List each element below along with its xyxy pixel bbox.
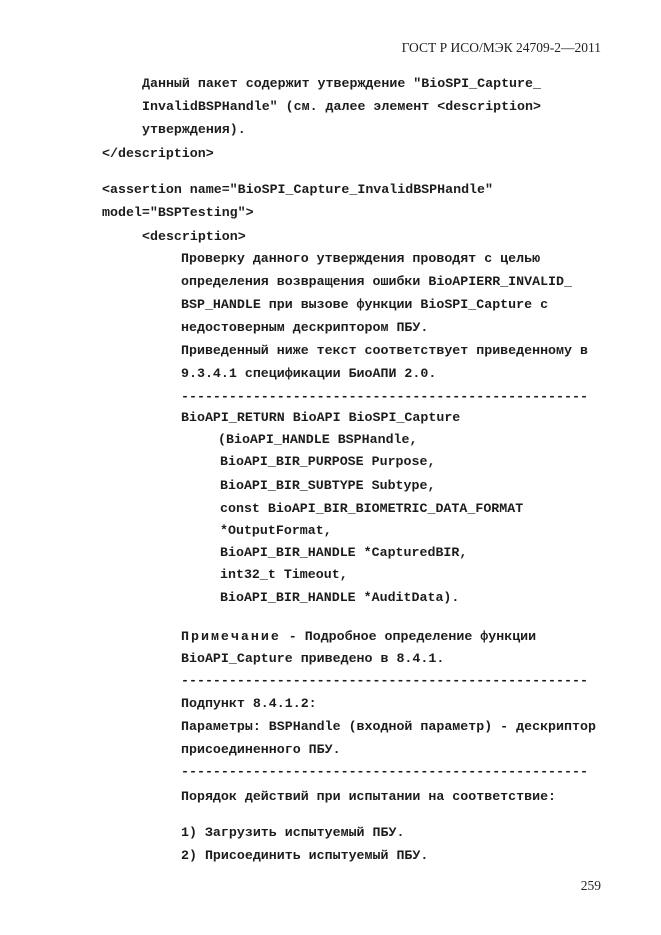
note-text: - Подробное определение функции: [280, 629, 537, 644]
text-line: Приведенный ниже текст соответствует приведенному в: [181, 343, 588, 358]
separator-line: ---------------------------------------------------: [181, 389, 588, 404]
code-line: </description>: [102, 146, 214, 161]
text-line: утверждения).: [142, 122, 246, 137]
text-line: присоединенного ПБУ.: [181, 742, 341, 757]
text-line: Подпункт 8.4.1.2:: [181, 696, 317, 711]
code-line: BioAPI_BIR_PURPOSE Purpose,: [220, 454, 436, 469]
list-item: 1) Загрузить испытуемый ПБУ.: [181, 825, 405, 840]
code-line: BioAPI_RETURN BioAPI BioSPI_Capture: [181, 410, 461, 425]
text-line: BioAPI_Capture приведено в 8.4.1.: [181, 651, 445, 666]
text-line: Проверку данного утверждения проводят с целью: [181, 251, 541, 266]
standard-header: ГОСТ Р ИСО/МЭК 24709-2—2011: [401, 40, 601, 55]
text-line: BSP_HANDLE при вызове функции BioSPI_Capture с: [181, 297, 549, 312]
separator-line: ---------------------------------------------------: [181, 673, 588, 688]
separator-line: ---------------------------------------------------: [181, 764, 588, 779]
text-line: Порядок действий при испытании на соответствие:: [181, 789, 557, 804]
note-line: [181, 629, 536, 645]
text-line: 9.3.4.1 спецификации БиоАПИ 2.0.: [181, 366, 437, 381]
code-line: <assertion name="BioSPI_Capture_InvalidBSPHandle": [102, 182, 493, 197]
code-line: <description>: [142, 229, 246, 244]
page-number: 259: [580, 878, 601, 893]
text-line: InvalidBSPHandle" (см. далее элемент <description>: [142, 99, 541, 114]
code-line: const BioAPI_BIR_BIOMETRIC_DATA_FORMAT: [220, 501, 524, 516]
code-line: BioAPI_BIR_HANDLE *CapturedBIR,: [220, 545, 468, 560]
code-line: int32_t Timeout,: [220, 567, 348, 582]
note-label: Примечание: [181, 629, 281, 644]
list-item: 2) Присоединить испытуемый ПБУ.: [181, 848, 429, 863]
code-line: *OutputFormat,: [220, 523, 332, 538]
text-line: недостоверным дескриптором ПБУ.: [181, 320, 429, 335]
code-line: BioAPI_BIR_HANDLE *AuditData).: [220, 590, 460, 605]
code-line: BioAPI_BIR_SUBTYPE Subtype,: [220, 478, 436, 493]
code-line: model="BSPTesting">: [102, 205, 254, 220]
text-line: Параметры: BSPHandle (входной параметр) - дескриптор: [181, 719, 596, 734]
text-line: определения возвращения ошибки BioAPIERR_INVALID_: [181, 274, 572, 289]
code-line: (BioAPI_HANDLE BSPHandle,: [218, 432, 418, 447]
text-line: Данный пакет содержит утверждение "BioSPI_Capture_: [142, 76, 541, 91]
